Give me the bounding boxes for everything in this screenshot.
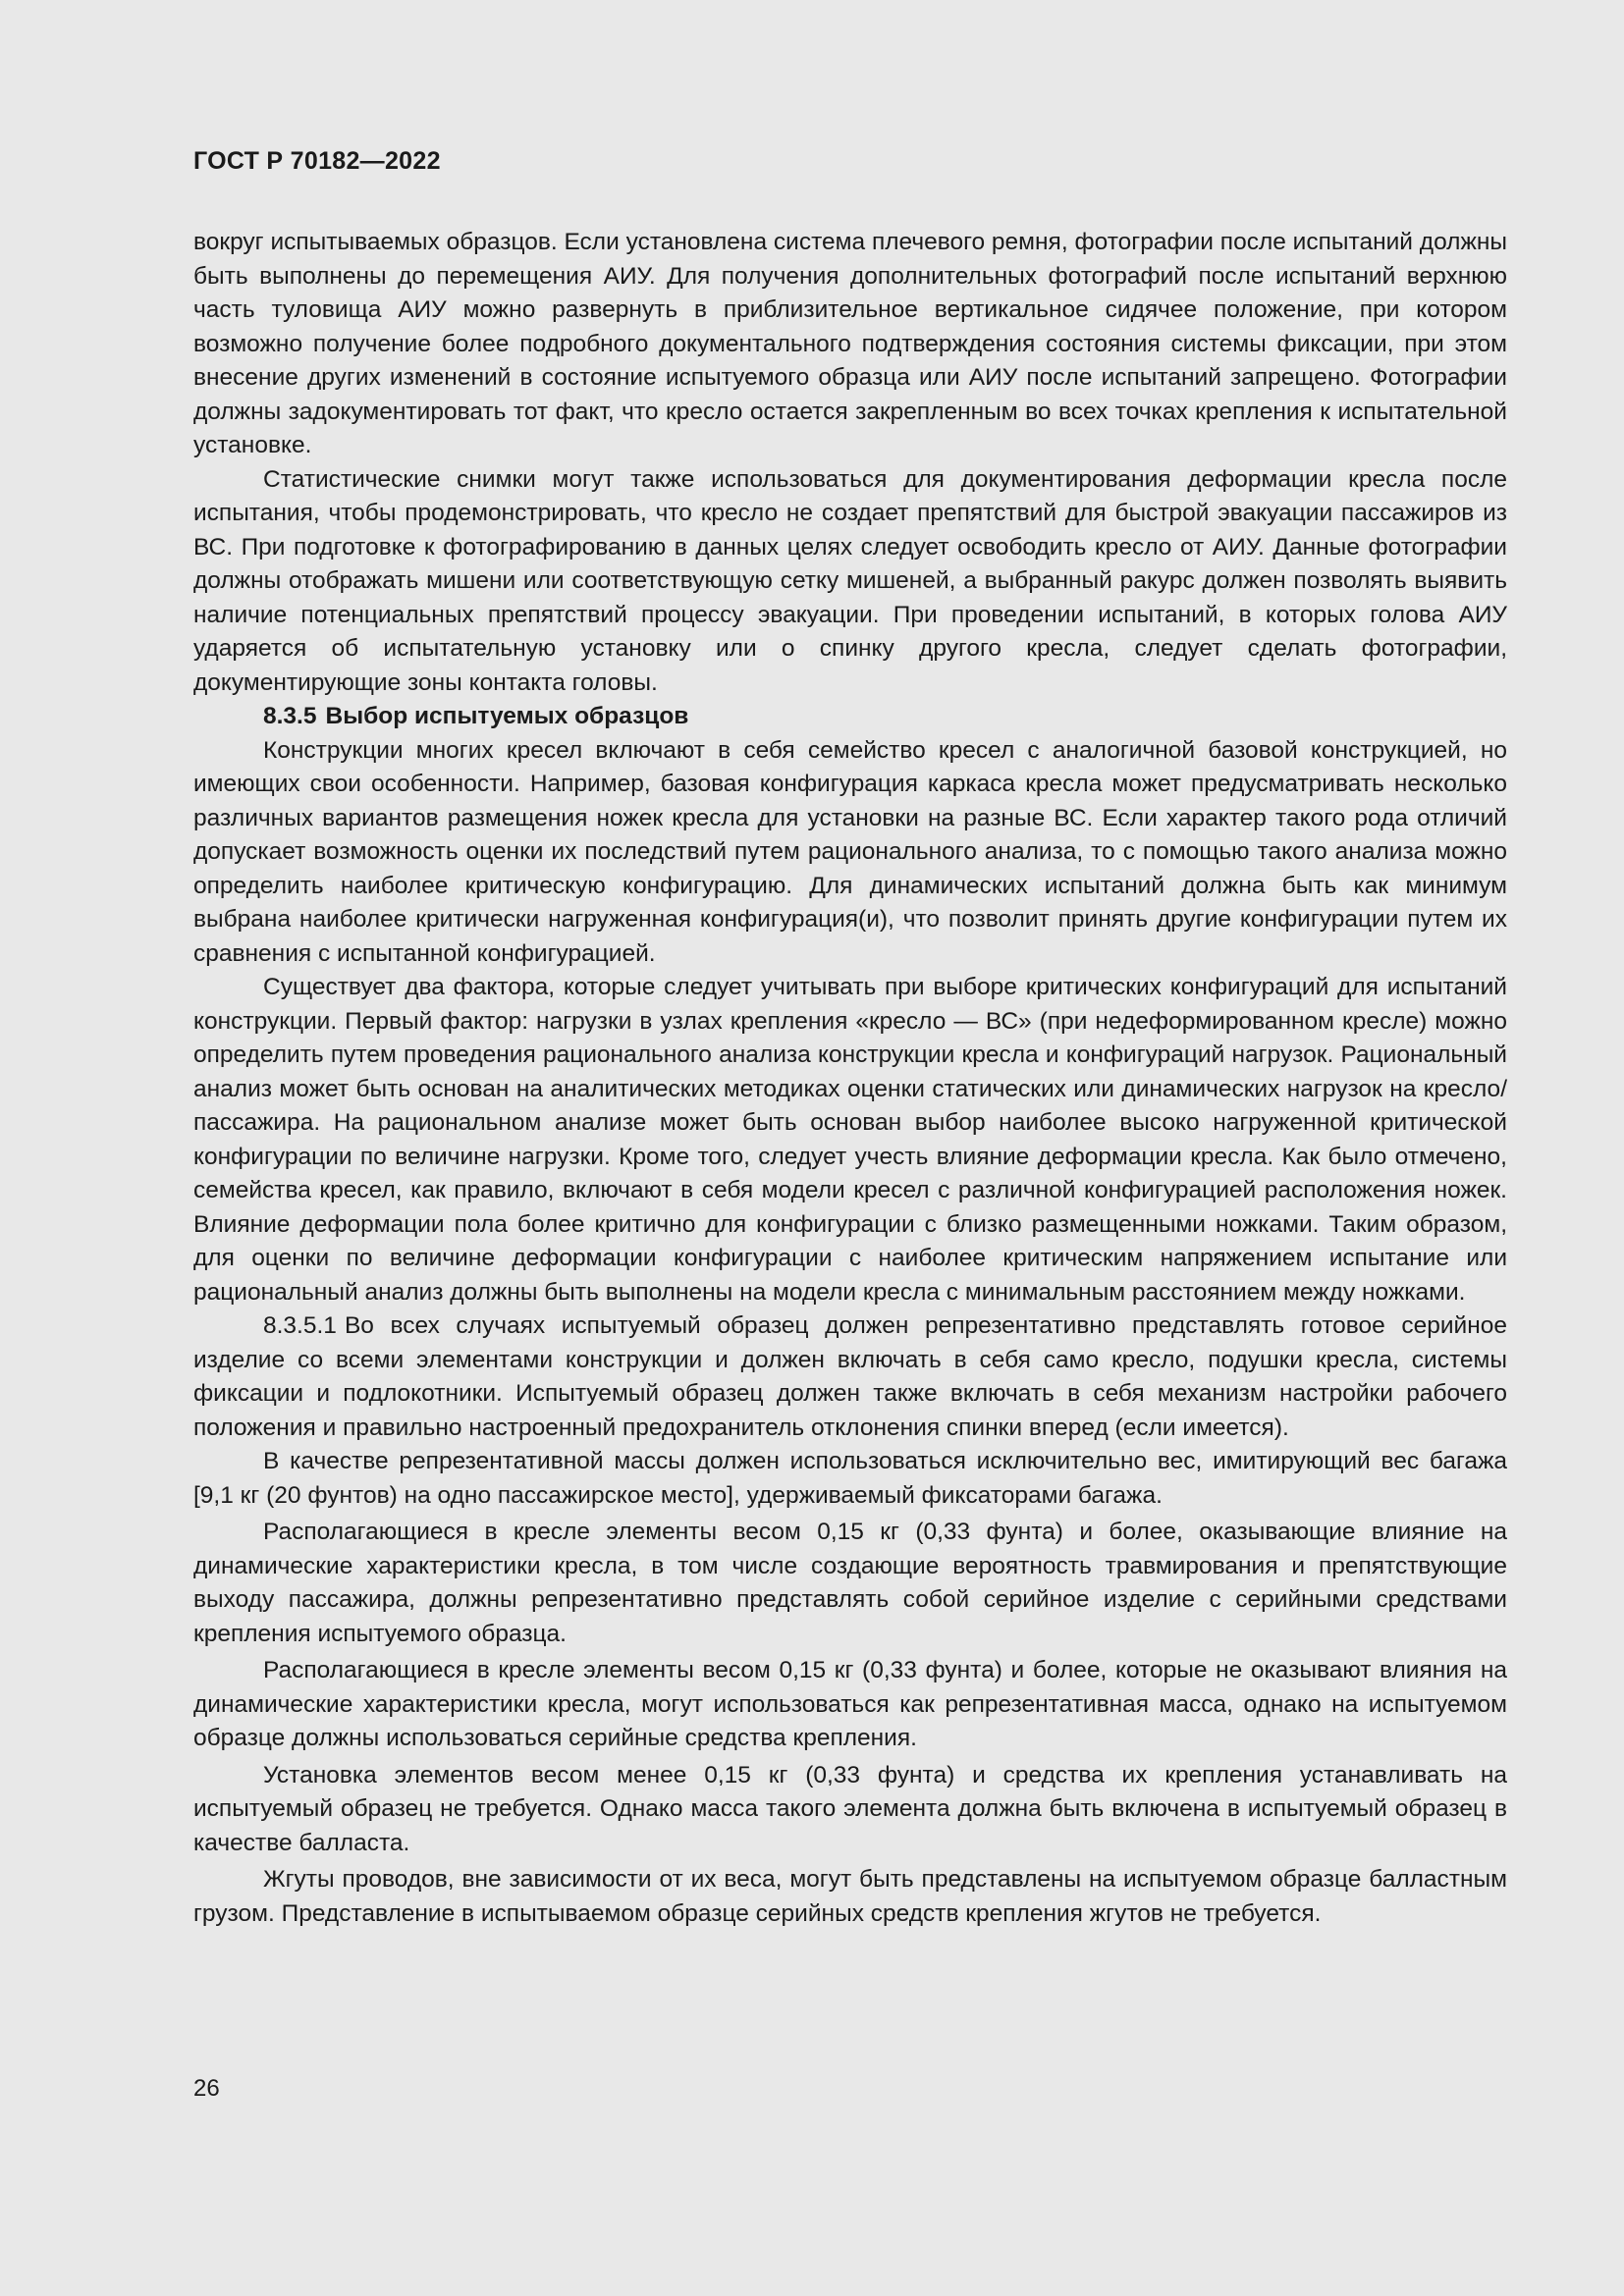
section-title: Выбор испытуемых образцов bbox=[325, 703, 689, 729]
paragraph-clause-8351 bbox=[193, 1309, 1507, 1445]
paragraph-two-factors: Существует два фактора, которые следует учитывать при выборе критических конфигураций для испытаний конструкции. Первый фактор: нагрузки в узлах крепления «кресло — ВС» (при недеформированном кресле) можно определить путем проведения рационального анализа конструкции кресла и конфигураций нагрузок. Рациональный анализ может быть основан на аналитических методиках оценки статических или динамических нагрузок на кресло/пассажира. На рациональном анализе может быть основан выбор наиболее высоко нагруженной критической конфигурации по величине нагрузки. Кроме того, следует учесть влияние деформации кресла. Как было отмечено, семейства кресел, как правило, включают в себя модели кресел с различной конфигурацией расположения ножек. Влияние деформации пола более критично для конфигурации с близко размещенными ножками. Таким образом, для оценки по величине деформации конфигурации с наиболее критическим напряжением испытание или рациональный анализ должны быть выполнены на модели кресла с минимальным расстоянием между ножками. bbox=[193, 974, 1507, 1306]
paragraph-continuation: вокруг испытываемых образцов. Если установлена система плечевого ремня, фотографии после испытаний должны быть выполнены до перемещения АИУ. Для получения дополнительных фотографий после испытаний верхнюю часть туловища АИУ можно развернуть в приблизительное вертикальное сидячее положение, при котором возможно получение более подробного документального подтверждения состояния системы фиксации, при этом внесение других изменений в состояние испытуемого образца или АИУ после испытаний запрещено. Фотографии должны задокументировать тот факт, что кресло остается закрепленным во всех точках крепления к испытательной установке. bbox=[193, 229, 1507, 458]
document-header: ГОСТ Р 70182—2022 bbox=[193, 147, 441, 175]
paragraph-light-elements: Установка элементов весом менее 0,15 кг (0,33 фунта) и средства их крепления устанавливать на испытуемый образец не требуется. Однако масса такого элемента должна быть включена в испытуемый образец в качестве балласта. bbox=[193, 1761, 1507, 1856]
page-number: 26 bbox=[193, 2075, 220, 2102]
clause-number: 8.3.5.1 bbox=[263, 1312, 337, 1339]
paragraph-elements-not-influencing: Располагающиеся в кресле элементы весом 0,15 кг (0,33 фунта) и более, которые не оказывают влияния на динамические характеристики кресла, могут использоваться как репрезентативная масса, однако на испытуемом образце должны использоваться серийные средства крепления. bbox=[193, 1657, 1507, 1751]
clause-text: Во всех случаях испытуемый образец должен репрезентативно представлять готовое серийное изделие со всеми элементами конструкции и должен включать в себя само кресло, подушки кресла, системы фиксации и подлокотники. Испытуемый образец должен также включать в себя механизм настройки рабочего положения и правильно настроенный предохранитель отклонения спинки вперед (если имеется). bbox=[193, 1312, 1507, 1441]
paragraph-elements-influencing: Располагающиеся в кресле элементы весом 0,15 кг (0,33 фунта) и более, оказывающие влияние на динамические характеристики кресла, в том числе создающие вероятность травмирования и препятствующие выходу пассажира, должны репрезентативно представлять собой серийное изделие с серийными средствами крепления испытуемого образца. bbox=[193, 1519, 1507, 1647]
section-heading bbox=[193, 700, 1507, 734]
paragraph-wire-harnesses: Жгуты проводов, вне зависимости от их веса, могут быть представлены на испытуемом образце балластным грузом. Представление в испытываемом образце серийных средств крепления жгутов не требуется. bbox=[193, 1866, 1507, 1927]
paragraph-seat-families: Конструкции многих кресел включают в себя семейство кресел с аналогичной базовой конструкцией, но имеющих свои особенности. Например, базовая конфигурация каркаса кресла может предусматривать несколько различных вариантов размещения ножек кресла для установки на разные ВС. Если характер такого рода отличий допускает возможность оценки их последствий путем рационального анализа, то с помощью такого анализа можно определить наиболее критическую конфигурацию. Для динамических испытаний должна быть как минимум выбрана наиболее критически нагруженная конфигурация(и), что позволит принять другие конфигурации путем их сравнения с испытанной конфигурацией. bbox=[193, 736, 1507, 967]
paragraph-static-photos: Статистические снимки могут также использоваться для документирования деформации кресла после испытания, чтобы продемонстрировать, что кресло не создает препятствий для быстрой эвакуации пассажиров из ВС. При подготовке к фотографированию в данных целях следует освободить кресло от АИУ. Данные фотографии должны отображать мишени или соответствующую сетку мишеней, а выбранный ракурс должен позволять выявить наличие потенциальных препятствий процессу эвакуации. При проведении испытаний, в которых голова АИУ ударяется об испытательную установку или о спинку другого кресла, следует сделать фотографии, документирующие зоны контакта головы. bbox=[193, 465, 1507, 696]
document-body bbox=[193, 226, 1507, 1931]
section-number: 8.3.5 bbox=[263, 703, 317, 729]
paragraph-representative-mass: В качестве репрезентативной массы должен использоваться исключительно вес, имитирующий вес багажа [9,1 кг (20 фунтов) на одно пассажирское место], удерживаемый фиксаторами багажа. bbox=[193, 1448, 1507, 1509]
